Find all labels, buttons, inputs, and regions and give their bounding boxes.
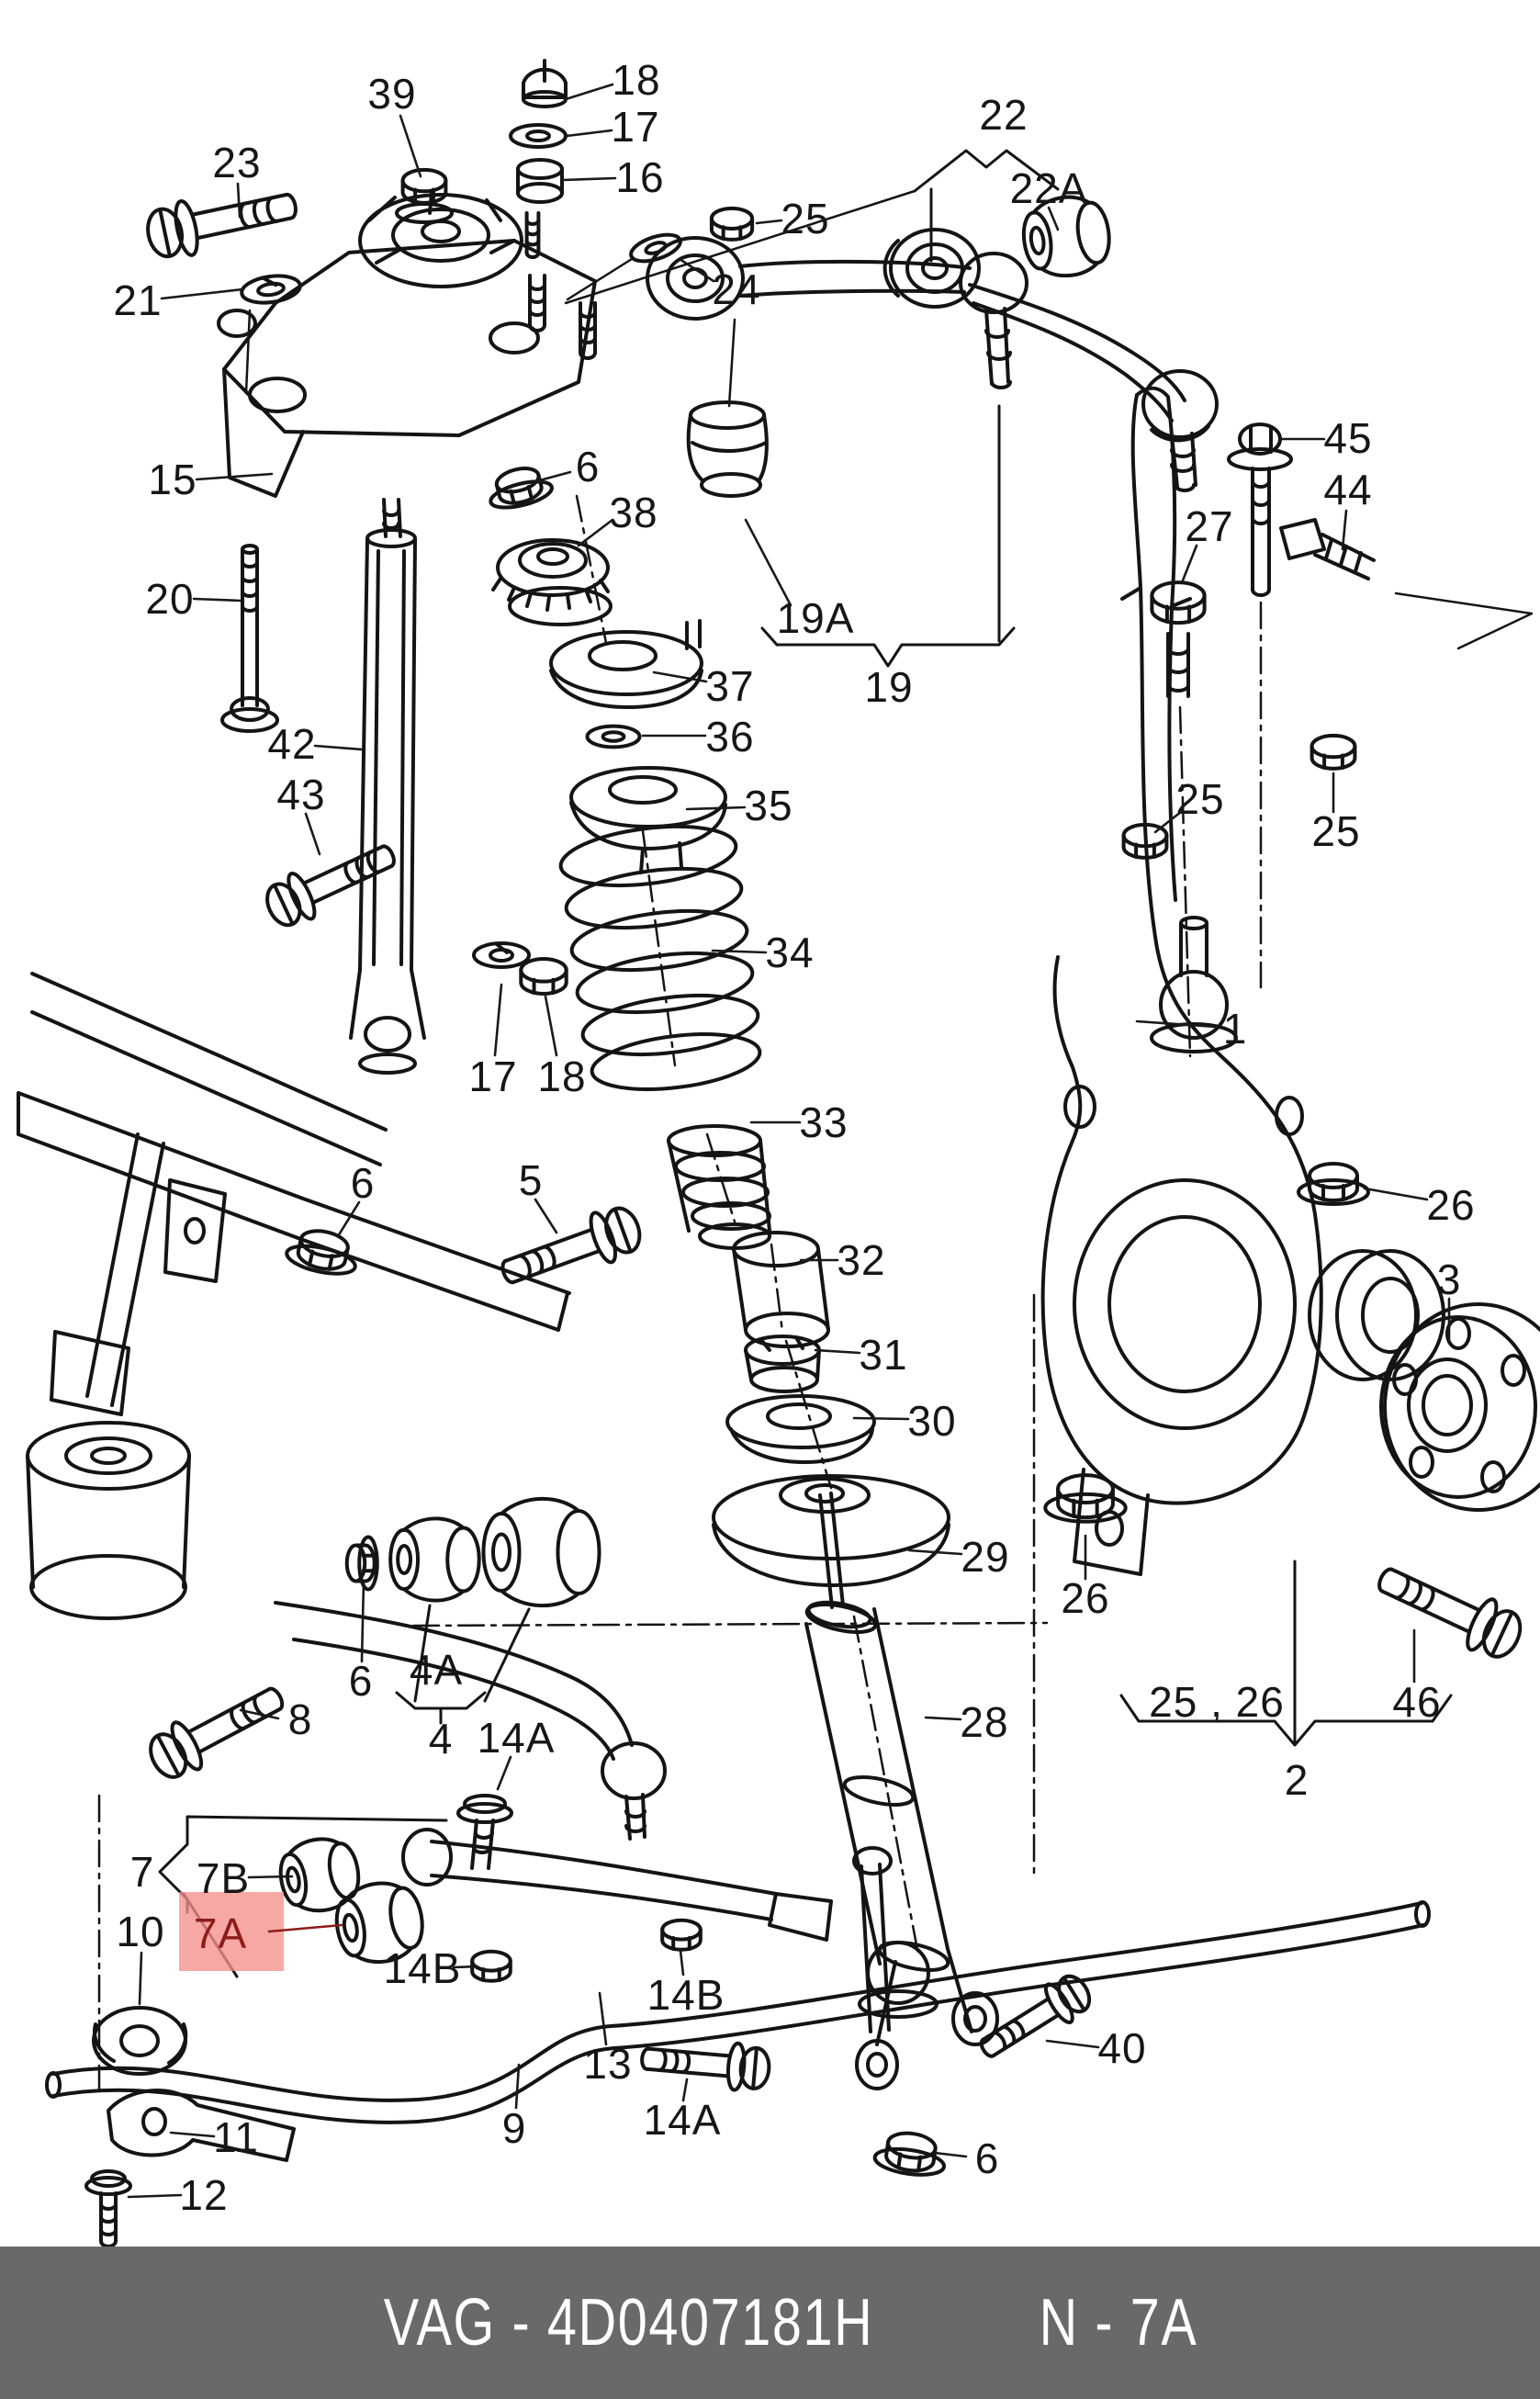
callout-17: 17 — [611, 103, 660, 151]
callout-6: 6 — [974, 2134, 1000, 2182]
callout-39: 39 — [367, 70, 417, 118]
callout-16: 16 — [615, 153, 665, 201]
spring-column-art — [485, 462, 949, 1585]
callout-19: 19 — [864, 663, 914, 711]
callout-5: 5 — [518, 1156, 544, 1204]
callout-18: 18 — [612, 56, 661, 104]
upper-arm-art — [566, 151, 1217, 490]
callout-25: 25 — [781, 195, 830, 242]
bump-stop-art — [669, 1126, 770, 1248]
upper-spring-seat-art — [727, 1396, 874, 1462]
footer-bar — [0, 2247, 1540, 2399]
callout-14B: 14B — [646, 1971, 725, 2019]
lower-arm-front-art — [142, 1499, 665, 1868]
callout-35: 35 — [744, 782, 793, 829]
footer-page-ref: N - 7A — [1039, 2286, 1198, 2360]
callout-18: 18 — [537, 1053, 587, 1100]
callout-24: 24 — [712, 265, 761, 313]
callout-36: 36 — [705, 713, 755, 760]
callout-31: 31 — [859, 1331, 908, 1379]
callout-25: 25 — [1175, 775, 1225, 823]
callout-7A: 7A — [193, 1909, 248, 1957]
callout-33: 33 — [799, 1098, 849, 1146]
callout-12: 12 — [179, 2171, 229, 2219]
callout-22: 22 — [979, 91, 1029, 139]
callout-14A: 14A — [477, 1714, 556, 1762]
callout-19A: 19A — [776, 594, 855, 642]
callout-6: 6 — [350, 1159, 376, 1207]
callout-13: 13 — [583, 2040, 633, 2088]
callout-6: 6 — [348, 1657, 374, 1705]
callout-30: 30 — [907, 1397, 957, 1445]
callout-7B: 7B — [196, 1854, 251, 1902]
callout-6: 6 — [575, 443, 601, 490]
callout-27: 27 — [1185, 502, 1234, 550]
callout-43: 43 — [276, 771, 326, 818]
callout-14B: 14B — [383, 1944, 462, 1992]
callout-3: 3 — [1436, 1256, 1462, 1303]
callout-37: 37 — [705, 662, 755, 710]
callout-8: 8 — [287, 1695, 313, 1743]
callout-25,26: 25 , 26 — [1149, 1678, 1285, 1726]
callout-29: 29 — [961, 1533, 1010, 1581]
callout-9: 9 — [501, 2104, 527, 2152]
callout-38: 38 — [609, 489, 658, 536]
callout-42: 42 — [267, 720, 317, 768]
callout-46: 46 — [1392, 1678, 1442, 1726]
callout-25: 25 — [1311, 807, 1361, 855]
callout-32: 32 — [837, 1236, 886, 1284]
footer-part-code: VAG - 4D0407181H — [383, 2286, 874, 2360]
callout-4: 4 — [428, 1715, 454, 1763]
callout-15: 15 — [148, 456, 197, 503]
callout-10: 10 — [116, 1908, 165, 1955]
callout-7: 7 — [129, 1848, 155, 1896]
callout-21: 21 — [113, 276, 163, 324]
callout-26: 26 — [1061, 1574, 1110, 1622]
callout-44: 44 — [1323, 466, 1373, 513]
callout-22A: 22A — [1009, 164, 1088, 212]
callout-26: 26 — [1426, 1181, 1476, 1229]
callout-17: 17 — [468, 1053, 518, 1100]
callout-40: 40 — [1097, 2024, 1147, 2072]
callout-23: 23 — [212, 139, 262, 186]
callout-28: 28 — [960, 1698, 1009, 1746]
knuckle-art — [1043, 389, 1540, 1745]
callout-1: 1 — [1222, 1005, 1248, 1053]
callout-34: 34 — [765, 929, 815, 976]
callout-14A: 14A — [643, 2096, 722, 2144]
callout-4A: 4A — [409, 1646, 464, 1694]
callout-20: 20 — [145, 575, 195, 623]
callout-2: 2 — [1284, 1756, 1310, 1804]
callout-45: 45 — [1323, 414, 1373, 462]
callout-11: 11 — [213, 2113, 259, 2161]
dust-sleeve-art — [734, 1233, 828, 1346]
shock-absorber-art — [804, 1493, 1096, 2182]
